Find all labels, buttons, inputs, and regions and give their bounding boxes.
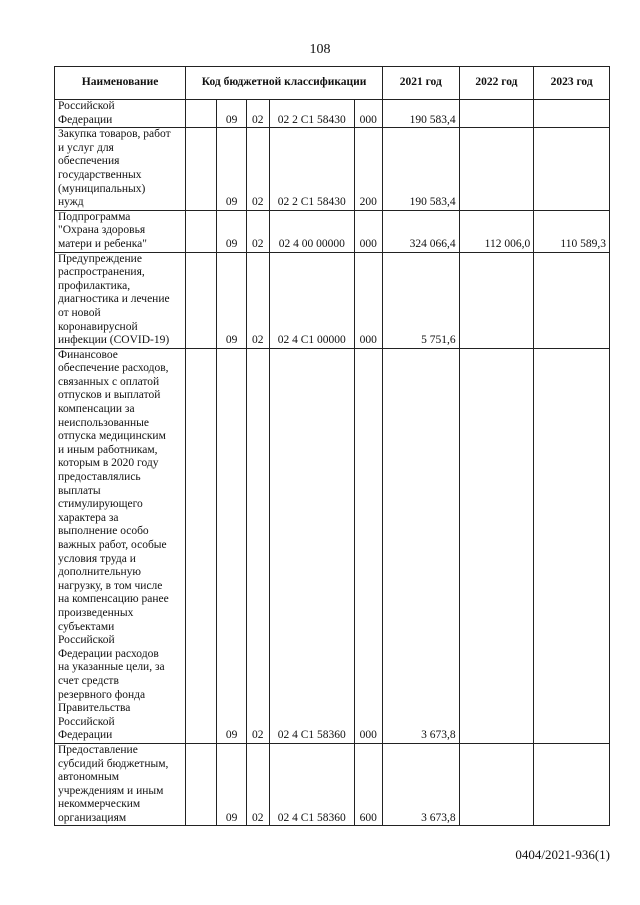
code-expense-type: 000 [354, 348, 382, 743]
value-2023 [534, 128, 610, 211]
value-2021: 3 673,8 [382, 743, 459, 826]
header-row [55, 67, 610, 100]
code-section: 09 [217, 743, 246, 826]
value-2023 [534, 348, 610, 743]
row-name: Предоставление субсидий бюджетным, автономным учреждениям и иным некоммерческим организациям [55, 743, 186, 826]
table-row [55, 128, 610, 211]
code-section: 09 [217, 348, 246, 743]
header-name: Наименование [55, 67, 186, 100]
header-2021: 2021 год [382, 67, 459, 100]
value-2022 [459, 743, 534, 826]
code-subsection: 02 [246, 210, 269, 252]
value-2022 [459, 100, 534, 128]
code-expense-type: 600 [354, 743, 382, 826]
value-2022 [459, 128, 534, 211]
code-subsection: 02 [246, 128, 269, 211]
code-target-article: 02 4 С1 00000 [269, 252, 354, 348]
code-part-1 [186, 348, 217, 743]
code-section: 09 [217, 252, 246, 348]
header-2023: 2023 год [534, 67, 610, 100]
value-2022 [459, 348, 534, 743]
code-section: 09 [217, 210, 246, 252]
code-expense-type: 000 [354, 252, 382, 348]
code-part-1 [186, 210, 217, 252]
value-2023 [534, 743, 610, 826]
code-target-article: 02 4 С1 58360 [269, 348, 354, 743]
table-row [55, 348, 610, 743]
row-name: Российской Федерации [55, 100, 186, 128]
value-2021: 190 583,4 [382, 100, 459, 128]
value-2022 [459, 252, 534, 348]
code-expense-type: 200 [354, 128, 382, 211]
code-part-1 [186, 743, 217, 826]
value-2021: 5 751,6 [382, 252, 459, 348]
budget-table [54, 66, 610, 826]
value-2023: 110 589,3 [534, 210, 610, 252]
code-subsection: 02 [246, 100, 269, 128]
code-target-article: 02 4 С1 58360 [269, 743, 354, 826]
code-subsection: 02 [246, 743, 269, 826]
code-target-article: 02 2 С1 58430 [269, 100, 354, 128]
code-expense-type: 000 [354, 100, 382, 128]
header-2022: 2022 год [459, 67, 534, 100]
code-expense-type: 000 [354, 210, 382, 252]
value-2021: 3 673,8 [382, 348, 459, 743]
row-name: Финансовое обеспечение расходов, связанных с оплатой отпусков и выплатой компенсации за неиспользованные отпуска медицинским и иным работникам, которым в 2020 году предоставлялись выплаты стимулирующего характера за выполнение особо важных работ, особые условия труда и дополнительную нагрузку, в том числе на компенсацию ранее произведенных субъектами Российской Федерации расходов на указанные цели, за счет средств резервного фонда Правительства Российской Федерации [55, 348, 186, 743]
code-part-1 [186, 100, 217, 128]
row-name: Подпрограмма "Охрана здоровья матери и ребенка" [55, 210, 186, 252]
code-subsection: 02 [246, 252, 269, 348]
code-section: 09 [217, 128, 246, 211]
code-section: 09 [217, 100, 246, 128]
value-2021: 190 583,4 [382, 128, 459, 211]
value-2023 [534, 100, 610, 128]
row-name: Предупреждение распространения, профилактика, диагностика и лечение от новой коронавирусной инфекции (COVID-19) [55, 252, 186, 348]
table-row [55, 100, 610, 128]
value-2022: 112 006,0 [459, 210, 534, 252]
page-number: 108 [309, 42, 331, 57]
value-2021: 324 066,4 [382, 210, 459, 252]
row-name: Закупка товаров, работ и услуг для обеспечения государственных (муниципальных) нужд [55, 128, 186, 211]
document-number: 0404/2021-936(1) [515, 847, 610, 862]
code-part-1 [186, 252, 217, 348]
table-row [55, 252, 610, 348]
code-target-article: 02 4 00 00000 [269, 210, 354, 252]
code-subsection: 02 [246, 348, 269, 743]
code-part-1 [186, 128, 217, 211]
value-2023 [534, 252, 610, 348]
header-code: Код бюджетной классификации [186, 67, 383, 100]
table-row [55, 743, 610, 826]
code-target-article: 02 2 С1 58430 [269, 128, 354, 211]
table-row [55, 210, 610, 252]
